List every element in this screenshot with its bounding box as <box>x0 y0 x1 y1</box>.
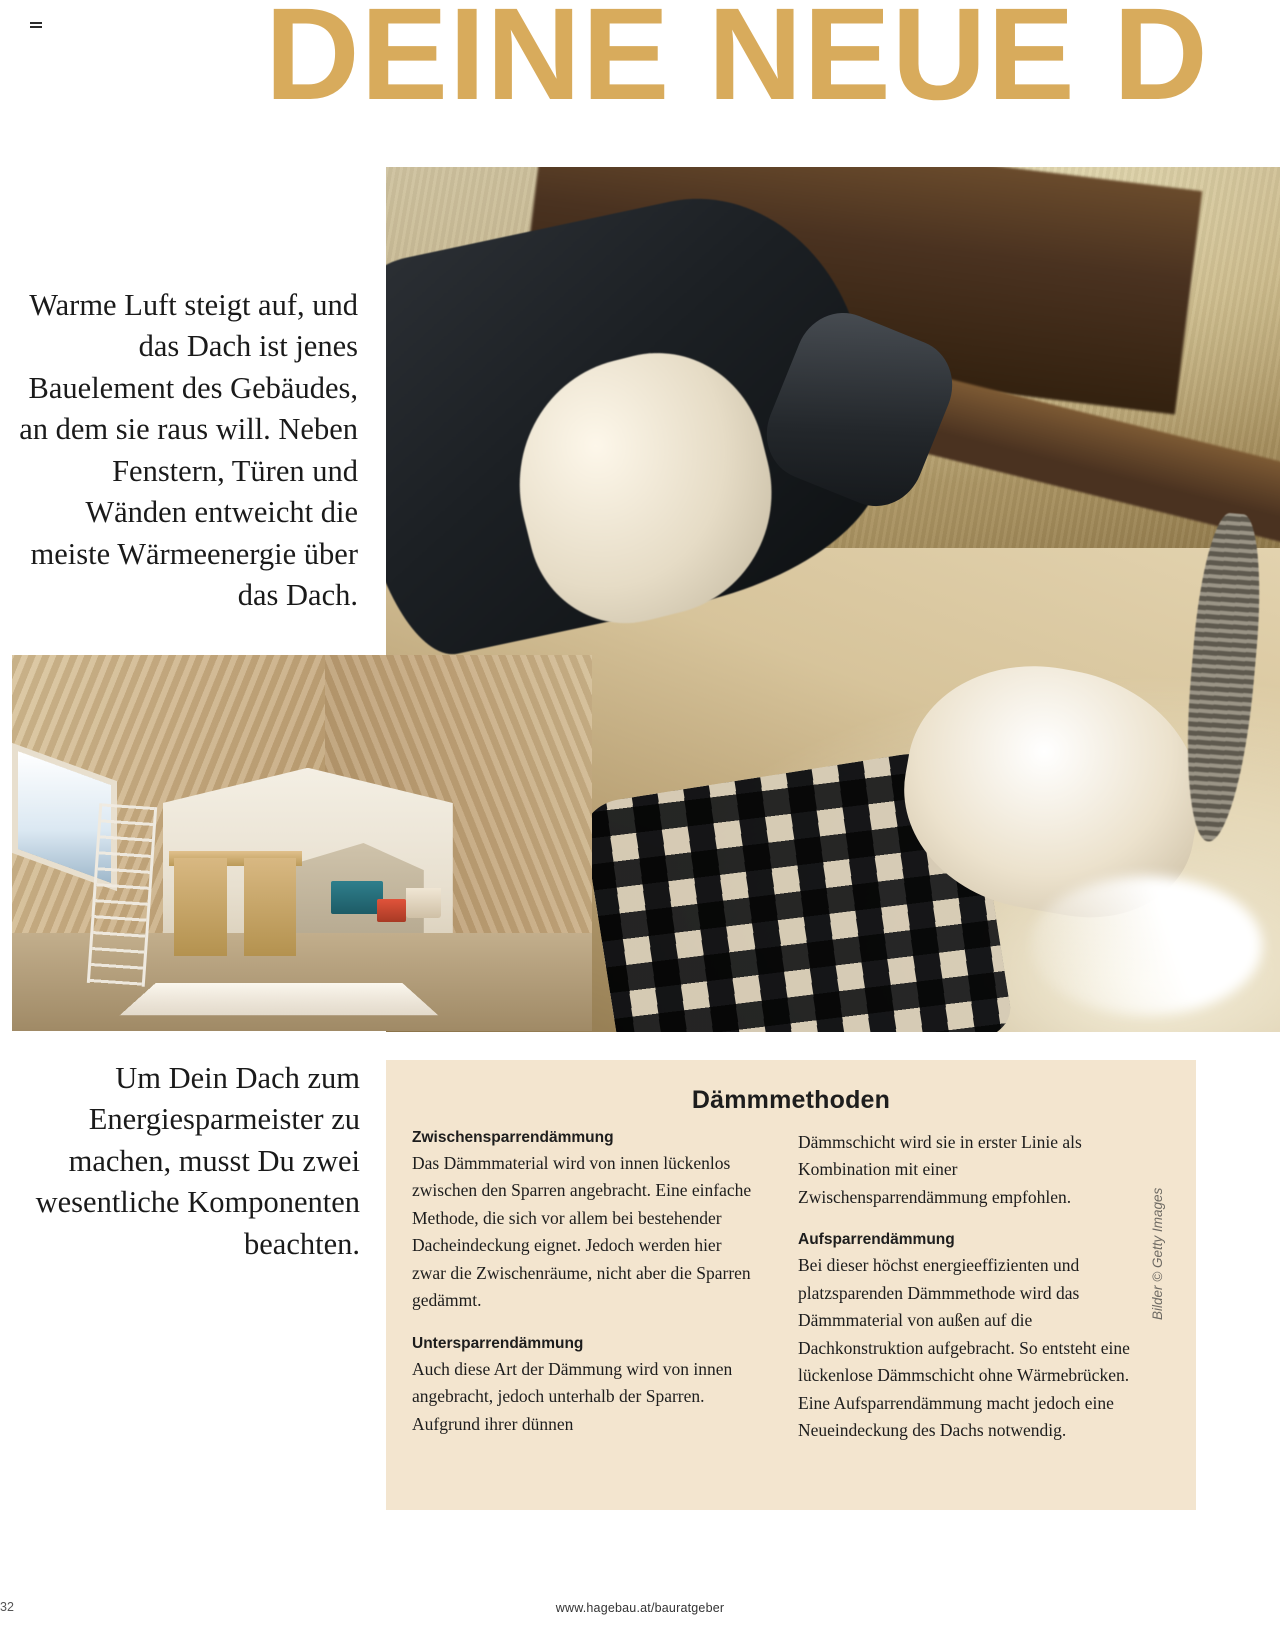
page-title: DEINE NEUE D <box>265 0 1209 127</box>
insulation-methods-panel <box>386 1060 1196 1510</box>
footer-url: www.hagebau.at/bauratgeber <box>555 1601 725 1615</box>
panel-columns <box>412 1129 1170 1445</box>
intro-paragraph-1: Warme Luft steigt auf, und das Dach ist jenes Bauelement des Gebäudes, an dem sie raus will. Neben Fenstern, Türen und Wänden entweicht die meiste Wärmeenergie über das Dach. <box>19 288 358 613</box>
image-credit: Bilder © Getty Images <box>1150 1187 1165 1320</box>
photo-red-container <box>377 899 406 922</box>
photo-trestle-leg-2 <box>244 858 296 956</box>
panel-title: Dämmmethoden <box>691 1086 891 1114</box>
method-text-zwischensparrendaemmung: Das Dämmmaterial wird von innen lückenlos zwischen den Sparren angebracht. Eine einfache Methode, die sich vor allem bei bestehender Dacheindeckung eignet. Jedoch werden hier zwar die Zwischenräume, nicht aber die Sparren gedämmt. <box>412 1153 752 1311</box>
method-heading-aufsparrendaemmung: Aufsparrendämmung <box>798 1231 955 1249</box>
attic-photo <box>12 655 592 1031</box>
photo-trestle-leg-1 <box>174 858 226 956</box>
method-text-untersparrendaemmung: Auch diese Art der Dämmung wird von innen angebracht, jedoch unterhalb der Sparren. Aufgrund ihrer dünnen <box>412 1358 733 1434</box>
method-heading-untersparrendaemmung: Untersparrendämmung <box>412 1334 584 1352</box>
corner-registration-mark <box>30 22 42 30</box>
photo-tool-case <box>331 881 383 915</box>
page-number: 32 <box>0 1600 14 1614</box>
method-heading-zwischensparrendaemmung: Zwischensparrendämmung <box>412 1129 614 1146</box>
panel-column-right <box>798 1129 1138 1445</box>
intro-paragraph-2: Um Dein Dach zum Energiesparmeister zu machen, musst Du zwei wesentliche Komponenten beachten. <box>35 1061 360 1261</box>
panel-column-left <box>412 1129 752 1445</box>
method-text-aufsparrendaemmung: Bei dieser höchst energieeffizienten und platzsparenden Dämmmethode wird das Dämmmaterial von außen auf die Dachkonstruktion aufgebracht. So entsteht eine lückenlose Dämmschicht ohne Wärmebrücken. Eine Aufsparrendämmung macht jedoch eine Neueindeckung des Dachs notwendig. <box>798 1255 1130 1441</box>
photo-bucket <box>406 888 441 918</box>
photo-highlight <box>1030 876 1262 1014</box>
method-text-untersparrendaemmung-continued: Dämmschicht wird sie in erster Linie als Kombination mit einer Zwischensparrendämmung empfohlen. <box>798 1132 1082 1207</box>
photo-insulation-panel <box>119 983 438 1015</box>
